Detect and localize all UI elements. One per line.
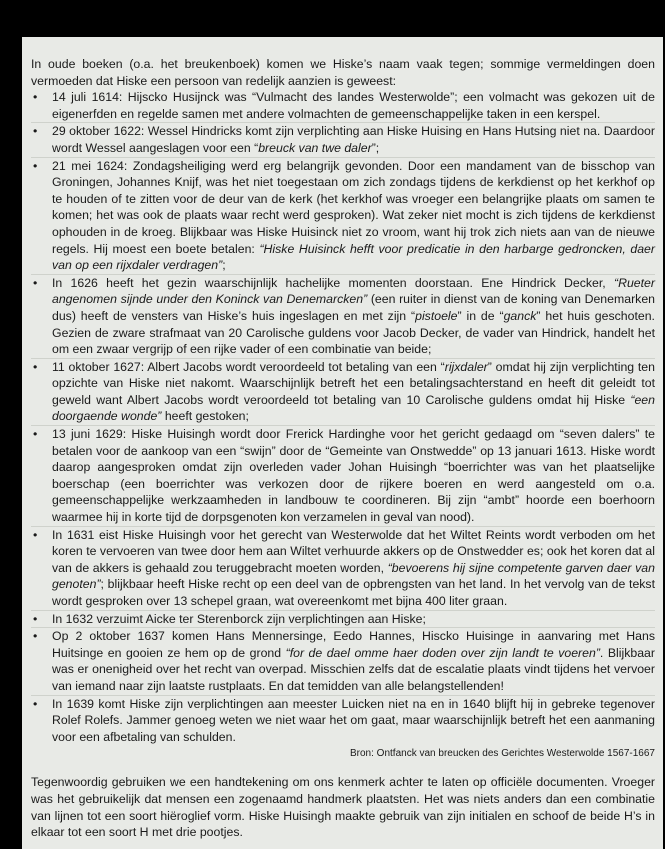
bullet-icon: • <box>33 696 38 711</box>
item-text: ; blijkbaar heeft Hiske recht op een deel van de opbrengsten van het land. In het vervolg van de tekst wordt gesproken over 13 schepel graan, wat overeenkomt met bijna 400 liter graan. <box>52 577 655 608</box>
list-item <box>31 610 655 628</box>
bullet-icon: • <box>33 158 38 173</box>
list-item <box>31 695 655 746</box>
list-item <box>31 425 655 526</box>
item-text: In 1632 verzuimt Aicke ter Sterenborck zijn verplichtingen aan Hiske; <box>52 611 426 626</box>
item-text: (een ruiter in dienst van de koning van Denemarken dus) heeft de vensters van Hiske’s huis ingeslagen en met zijn “ <box>52 292 655 323</box>
document-panel <box>22 37 663 849</box>
list-item <box>31 89 655 122</box>
list-item <box>31 526 655 610</box>
quote-text: “for de dael omme haer doden over zijn landt te voeren” <box>285 645 600 660</box>
item-text: 14 juli 1614: Hijscko Husijnck was “Vulmacht des landes Westerwolde”; een volmacht was gekozen uit de eigenerfden en regelde samen met andere volmachten de gemeenschappelijke taken in een kerspel. <box>52 90 655 121</box>
quote-text: rijxdaler <box>444 359 488 374</box>
quote-text: ganck <box>503 308 537 323</box>
item-text: 29 oktober 1622: Wessel Hindricks komt zijn verplichting aan Hiske Huising en Hans Hutsing niet na. Daardoor wordt Wessel aangeslagen voor een “ <box>52 124 655 155</box>
bullet-icon: • <box>33 90 38 105</box>
list-item <box>31 157 655 274</box>
item-text: . Blijkbaar was er onenigheid over het recht van overpad. Misschien zelfs dat de escalatie plaats vindt tijdens het vervoer van iemand naar zijn laatste rustplaats. En dat temidden van alle belangstellenden! <box>52 645 655 693</box>
item-text: ” omdat hij zijn verplichting ten opzichte van Hiske niet nakomt. Waarschijnlijk betreft het een betalingsachterstand en heeft dit geleidt tot geweld want Albert Jacobs wordt veroordeeld tot betaling van 10 Carolische guldens omdat hij Hiske <box>52 359 655 407</box>
bullet-icon: • <box>33 359 38 374</box>
source-citation: Bron: Ontfanck van breucken des Gerichtes Westerwolde 1567-1667 <box>350 748 655 760</box>
bullet-icon: • <box>33 427 38 442</box>
item-text: heeft gestoken; <box>161 409 249 424</box>
bullet-icon: • <box>33 527 38 542</box>
item-text: Op 2 oktober 1637 komen Hans Mennersinge, Eedo Hannes, Hiscko Huisinge in aanvaring met Hans Huitsinge en gooien ze hem op de grond <box>52 629 655 660</box>
quote-text: “Hiske Huisinck hefft voor predicatie in den harbarge gedroncken, daer van op een rijxdaler verdragen” <box>52 241 655 273</box>
item-text: In 1631 eist Hiske Huisingh voor het gerecht van Westerwolde dat het Wiltet Reints wordt verboden om het koren te vervoeren van twee door hem aan Wiltet verhuurde akkers op de Onstwedder es; ook het koren dat al van de akkers is gehaald zou teruggebracht moeten worden, <box>52 527 655 575</box>
list-item <box>31 122 655 156</box>
quote-text: breuck van twe daler <box>258 140 372 155</box>
quote-text: “een doorgaende wonde” <box>52 392 655 424</box>
bullet-icon: • <box>33 611 38 626</box>
item-text: 13 juni 1629: Hiske Huisingh wordt door Frerick Hardinghe voor het gericht gedaagd om “seven dalers” te betalen voor de aankoop van een “swijn” door de “Gemeinte van Onstwedde” op 13 januari 1613. Hiske wordt daarop aangesproken omdat zijn overleden vader Johan Huisingh “boerrichter was van het plaatselijke boerschap (een boerrichter was verkozen door de rijkere boeren en werd aangesteld om o.a. gemeenschappelijke werkzaamheden in landbouw te coordineren. Bij zijn “ambt” hoorde een boerhoorn waarmee hij in korte tijd de dorpsgenoten kon verzamelen in geval van nood). <box>52 427 655 525</box>
list-item <box>31 627 655 694</box>
bullet-icon: • <box>33 629 38 644</box>
intro-paragraph: In oude boeken (o.a. het breukenboek) komen we Hiske’s naam vaak tegen; sommige vermeldingen doen vermoeden dat Hiske een persoon van redelijk aanzien is geweest: <box>31 57 655 88</box>
event-list <box>31 89 655 745</box>
list-item <box>31 358 655 425</box>
item-text: 21 mei 1624: Zondagsheiliging werd erg belangrijk gevonden. Door een mandament van de bisschop van Groningen, Johannes Knijf, was het niet toegestaan om zich zondags tijdens de kerkdienst op het kerkhof op te houden of te zitten voor de deur van de kerk (het kerkhof was vroeger een belangrijke plaats om samen te komen; het was ook de plaats waar recht werd gesproken). Wat zeker niet mocht is zich tijdens de kerkdienst ophouden in de kroeg. Blijkbaar was Hiske Huisinck niet zo vroom, want hij trok zich niets aan van de nieuwe regels. Hij moest een boete betalen: <box>52 158 655 256</box>
quote-text: “bevoerens hij sijne competente garven daer van genoten” <box>52 560 655 592</box>
list-item <box>31 274 655 358</box>
item-text: ; <box>222 258 226 273</box>
item-text: In 1626 heeft het gezin waarschijnlijk hachelijke momenten doorstaan. Ene Hindrick Decker, <box>52 275 614 290</box>
quote-text: pistoele <box>415 308 458 323</box>
quote-text: “Rueter angenomen sijnde under den Koninck van Denemarcken” <box>52 275 655 307</box>
item-text: ” in de “ <box>457 308 504 323</box>
item-text: In 1639 komt Hiske zijn verplichtingen aan meester Luicken niet na en in 1640 blijft hij in gebreke tegenover Rolef Rolefs. Jammer genoeg weten we niet waar het om gaat, maar waarschijnlijk betreft het een aanmaning voor een afbetaling van schulden. <box>52 696 655 744</box>
item-text: ”; <box>371 140 380 155</box>
outro-paragraph: Tegenwoordig gebruiken we een handtekening om ons kenmerk achter te laten op officiële documenten. Vroeger was het gebruikelijk dat mensen een zogenaamd handmerk plaatsten. Het was niets anders dan een combinatie van lijnen tot een soort hiëroglief vorm. Hiske Huisingh maakte gebruik van zijn initialen en schoof de beide H’s in elkaar tot een soort H met drie pootjes. <box>31 775 655 840</box>
item-text: 11 oktober 1627: Albert Jacobs wordt veroordeeld tot betaling van een “ <box>52 359 445 374</box>
bullet-icon: • <box>33 124 38 139</box>
bullet-icon: • <box>33 275 38 290</box>
item-text: ” het huis geschoten. Gezien de zware strafmaat van 20 Carolische guldens voor Jacob Decker, de vader van Hindrick, handelt het om een zwaar vergrijp of een rijke vader of een combinatie van beide; <box>52 308 655 357</box>
